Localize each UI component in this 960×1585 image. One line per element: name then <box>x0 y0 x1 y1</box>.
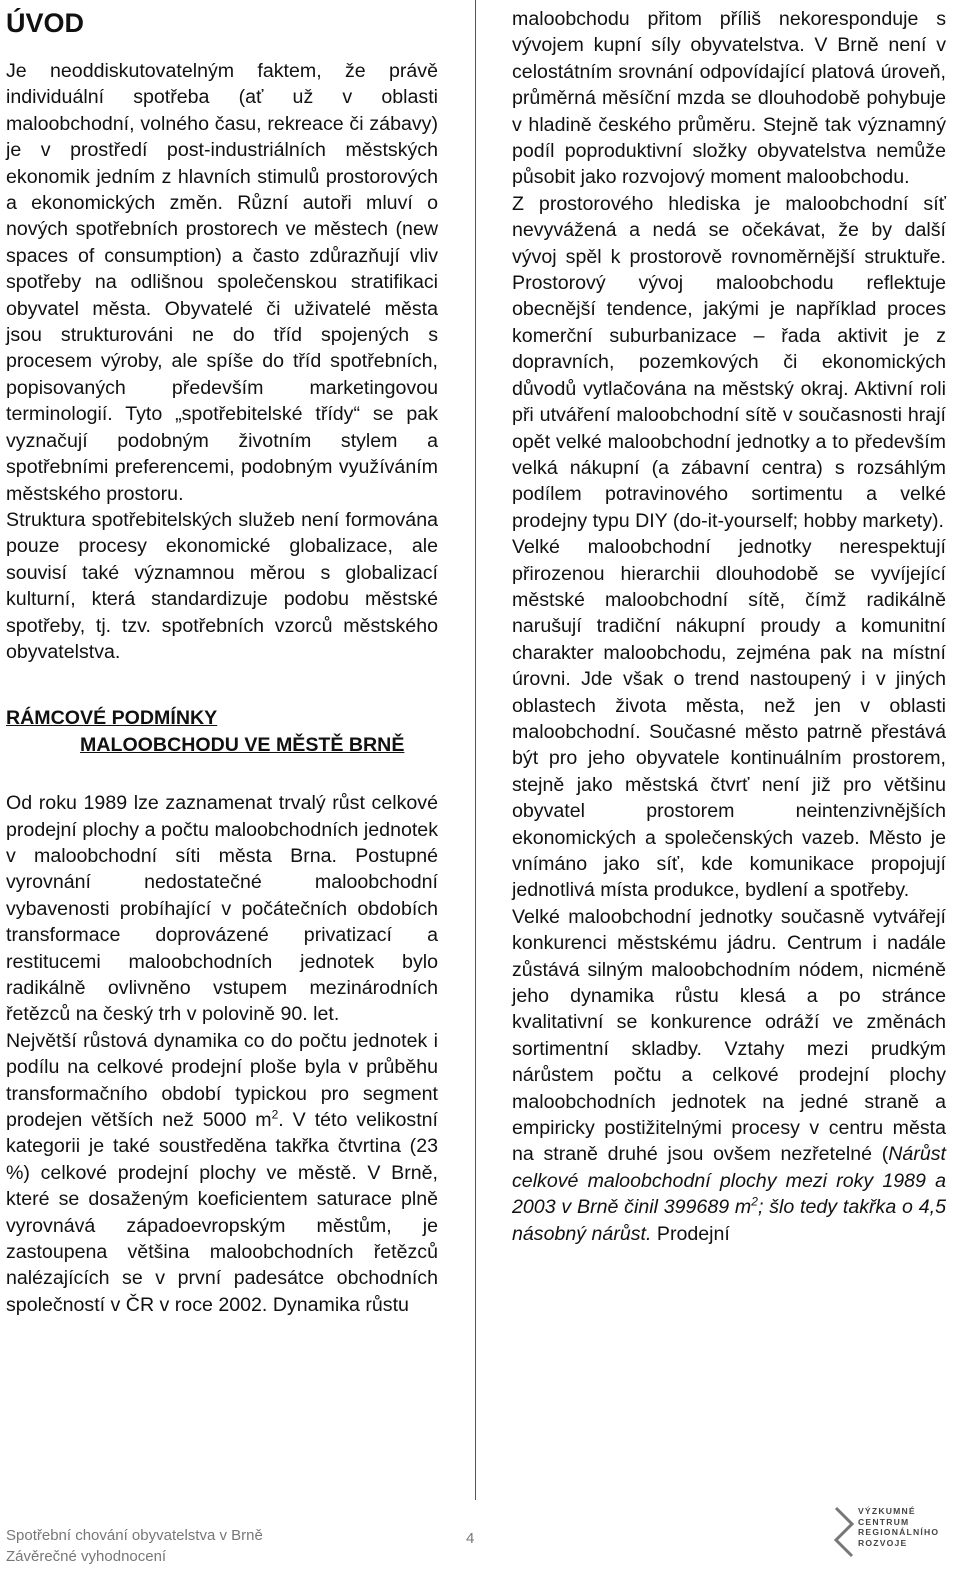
paragraph-text: . V této velikostní kategorii je také soustředěna takřka čtvrtina (23 %) celkové prodejní plochy ve městě. V Brně, které se dosaženým koeficientem saturace plně vyrovnává západoevropským městům, je zastoupena většina maloobchodních řetězců nalézajících se v první padesátce obchodních společností v ČR v roce 2002. Dynamika růstu <box>6 1109 438 1316</box>
logo-line: VÝZKUMNÉ <box>858 1506 916 1516</box>
intro-paragraph: Struktura spotřebitelských služeb není formována pouze procesy ekonomické globalizace, ale souvisí také významnou měrou s globalizací kulturní, která standardizuje podobu městské spotřeby, tj. tzv. spotřebních vzorců městského obyvatelstva. <box>6 508 438 663</box>
section-heading <box>6 705 438 758</box>
intro-paragraph: Je neoddiskutovatelným faktem, že právě individuální spotřeba (ať už v oblasti maloobchodní, volného času, rekreace či zábavy) je v prostředí post-industriálních městských ekonomik jedním z hlavních stimulů prostorových a ekonomických změn. Různí autoři mluví o nových spotřebních prostorech ve městech (new spaces of consumption) a často zdůrazňují vliv spotřeby na odlišnou společenskou stratifikaci obyvatel města. Obyvatelé či uživatelé města jsou strukturováni ne do tříd spojených s procesem výroby, ale spíše do tříd spotřebních, popisovaných především marketingovou terminologií. Tyto „spotřebitelské třídy“ se pak vyznačují podobným životním stylem a spotřebními preferencemi, podobným využíváním městského prostoru. <box>6 60 438 505</box>
paragraph-text: Velké maloobchodní jednotky současně vytvářejí konkurenci městskému jádru. Centrum i nadále zůstává silným maloobchodním nódem, nicméně jeho dynamika růstu klesá a po stránce kvalitativní se konkurence odráží ve změnách sortimentní skladby. Vztahy mezi prudkým nárůstem počtu a celkové prodejní plochy maloobchodních jednotek na jedné straně a empiricky postižitelnými procesy v centru města na straně druhé jsou ovšem nezřetelné ( <box>512 905 946 1166</box>
page-number: 4 <box>466 1530 475 1547</box>
paragraph-text: Největší růstová dynamika co do počtu jednotek i podílu na celkové prodejní ploše byla v průběhu transformačního období typickou pro segment prodejen větších než 5000 m <box>6 1029 438 1132</box>
logo-line: REGIONÁLNÍHO <box>858 1527 940 1537</box>
paragraph: Velké maloobchodní jednotky nerespektují přirozenou hierarchii dlouhodobě se vyvíjející městské maloobchodní sítě, čímž radikálně narušují tradiční nákupní proudy a komunitní charakter maloobchodu, zejména pak na místní úrovni. Jde však o trend nastoupený i v jiných oblastech života města, než jen v oblasti maloobchodní. Současné město patrně přestává být pro jeho obyvatele kontinuálním prostorem, stejně jako městská čtvrť není již pro většinu obyvatel prostorem neintenzivnějších ekonomických a společenských vazeb. Město je vnímáno jako síť, kde komunikace propojují jednotlivá místa produkce, bydlení a spotřeby. <box>512 536 946 902</box>
section-paragraph <box>6 1028 438 1318</box>
paragraph: Z prostorového hlediska je maloobchodní síť nevyvážená a nedá se očekávat, že by další vývoj spěl k prostorově rovnoměrnější struktuře. Prostorový vývoj maloobchodu reflektuje obecnější tendence, jakými je například proces komerční suburbanizace – řada aktivit je z dopravních, pozemkových či ekonomických důvodů vytlačována na městský okraj. Aktivní roli při utváření maloobchodní sítě v současnosti hrají opět velké maloobchodní jednotky a to především velká nákupní (a zábavní centra) s rozsáhlým podílem potravinového sortimentu a velké prodejny typu DIY (do-it-yourself; hobby markety). <box>512 192 946 532</box>
paragraph-text: Prodejní <box>651 1222 730 1245</box>
superscript: 2 <box>271 1107 279 1122</box>
paragraph <box>512 904 946 1247</box>
superscript: 2 <box>751 1194 758 1209</box>
logo-line: CENTRUM <box>858 1516 910 1527</box>
footer-line: Spotřební chování obyvatelstva v Brně <box>6 1527 263 1544</box>
paragraph: maloobchodu přitom příliš nekoresponduje s vývojem kupní síly obyvatelstva. V Brně není v celostátním srovnání odpovídající platová úroveň, průměrná měsíční mzda se dlouhodobě pohybuje v hladině českého průměru. Stejně tak významný podíl poproduktivní složky obyvatelstva nemůže působit jako rozvojový moment maloobchodu. <box>512 8 946 189</box>
section-heading-line: MALOOBCHODU VE MĚSTĚ BRNĚ <box>80 733 405 756</box>
logo-line: ROZVOJE <box>858 1537 908 1548</box>
logo-mark-icon <box>830 1506 858 1562</box>
italic-text-part: ; šlo tedy takřka o 4,5 násobný nárůst. <box>512 1196 946 1245</box>
section-heading-line: RÁMCOVÉ PODMÍNKY <box>6 707 218 730</box>
italic-text-part: Nárůst celkové maloobchodní plochy mezi roky 1989 a 2003 v Brně činil 399689 m <box>512 1143 946 1219</box>
right-column <box>512 6 946 1247</box>
institution-logo <box>830 1506 942 1572</box>
intro-heading: ÚVOD <box>6 8 85 38</box>
section-paragraph: Od roku 1989 lze zaznamenat trvalý růst celkové prodejní plochy a počtu maloobchodních jednotek v maloobchodní síti města Brna. Postupné vyrovnání nedostatečné maloobchodní vybavenosti probíhající v počátečních obdobích transformace doprovázené privatizací a restitucemi maloobchodních jednotek bylo radikálně ovlivněno vstupem mezinárodních řetězců na český trh v polovině 90. let. <box>6 792 438 1026</box>
logo-text <box>858 1506 942 1548</box>
footer-line: Závěrečné vyhodnocení <box>6 1548 167 1565</box>
footer-title <box>6 1525 263 1567</box>
column-divider <box>475 0 476 1500</box>
left-column <box>6 0 438 1318</box>
